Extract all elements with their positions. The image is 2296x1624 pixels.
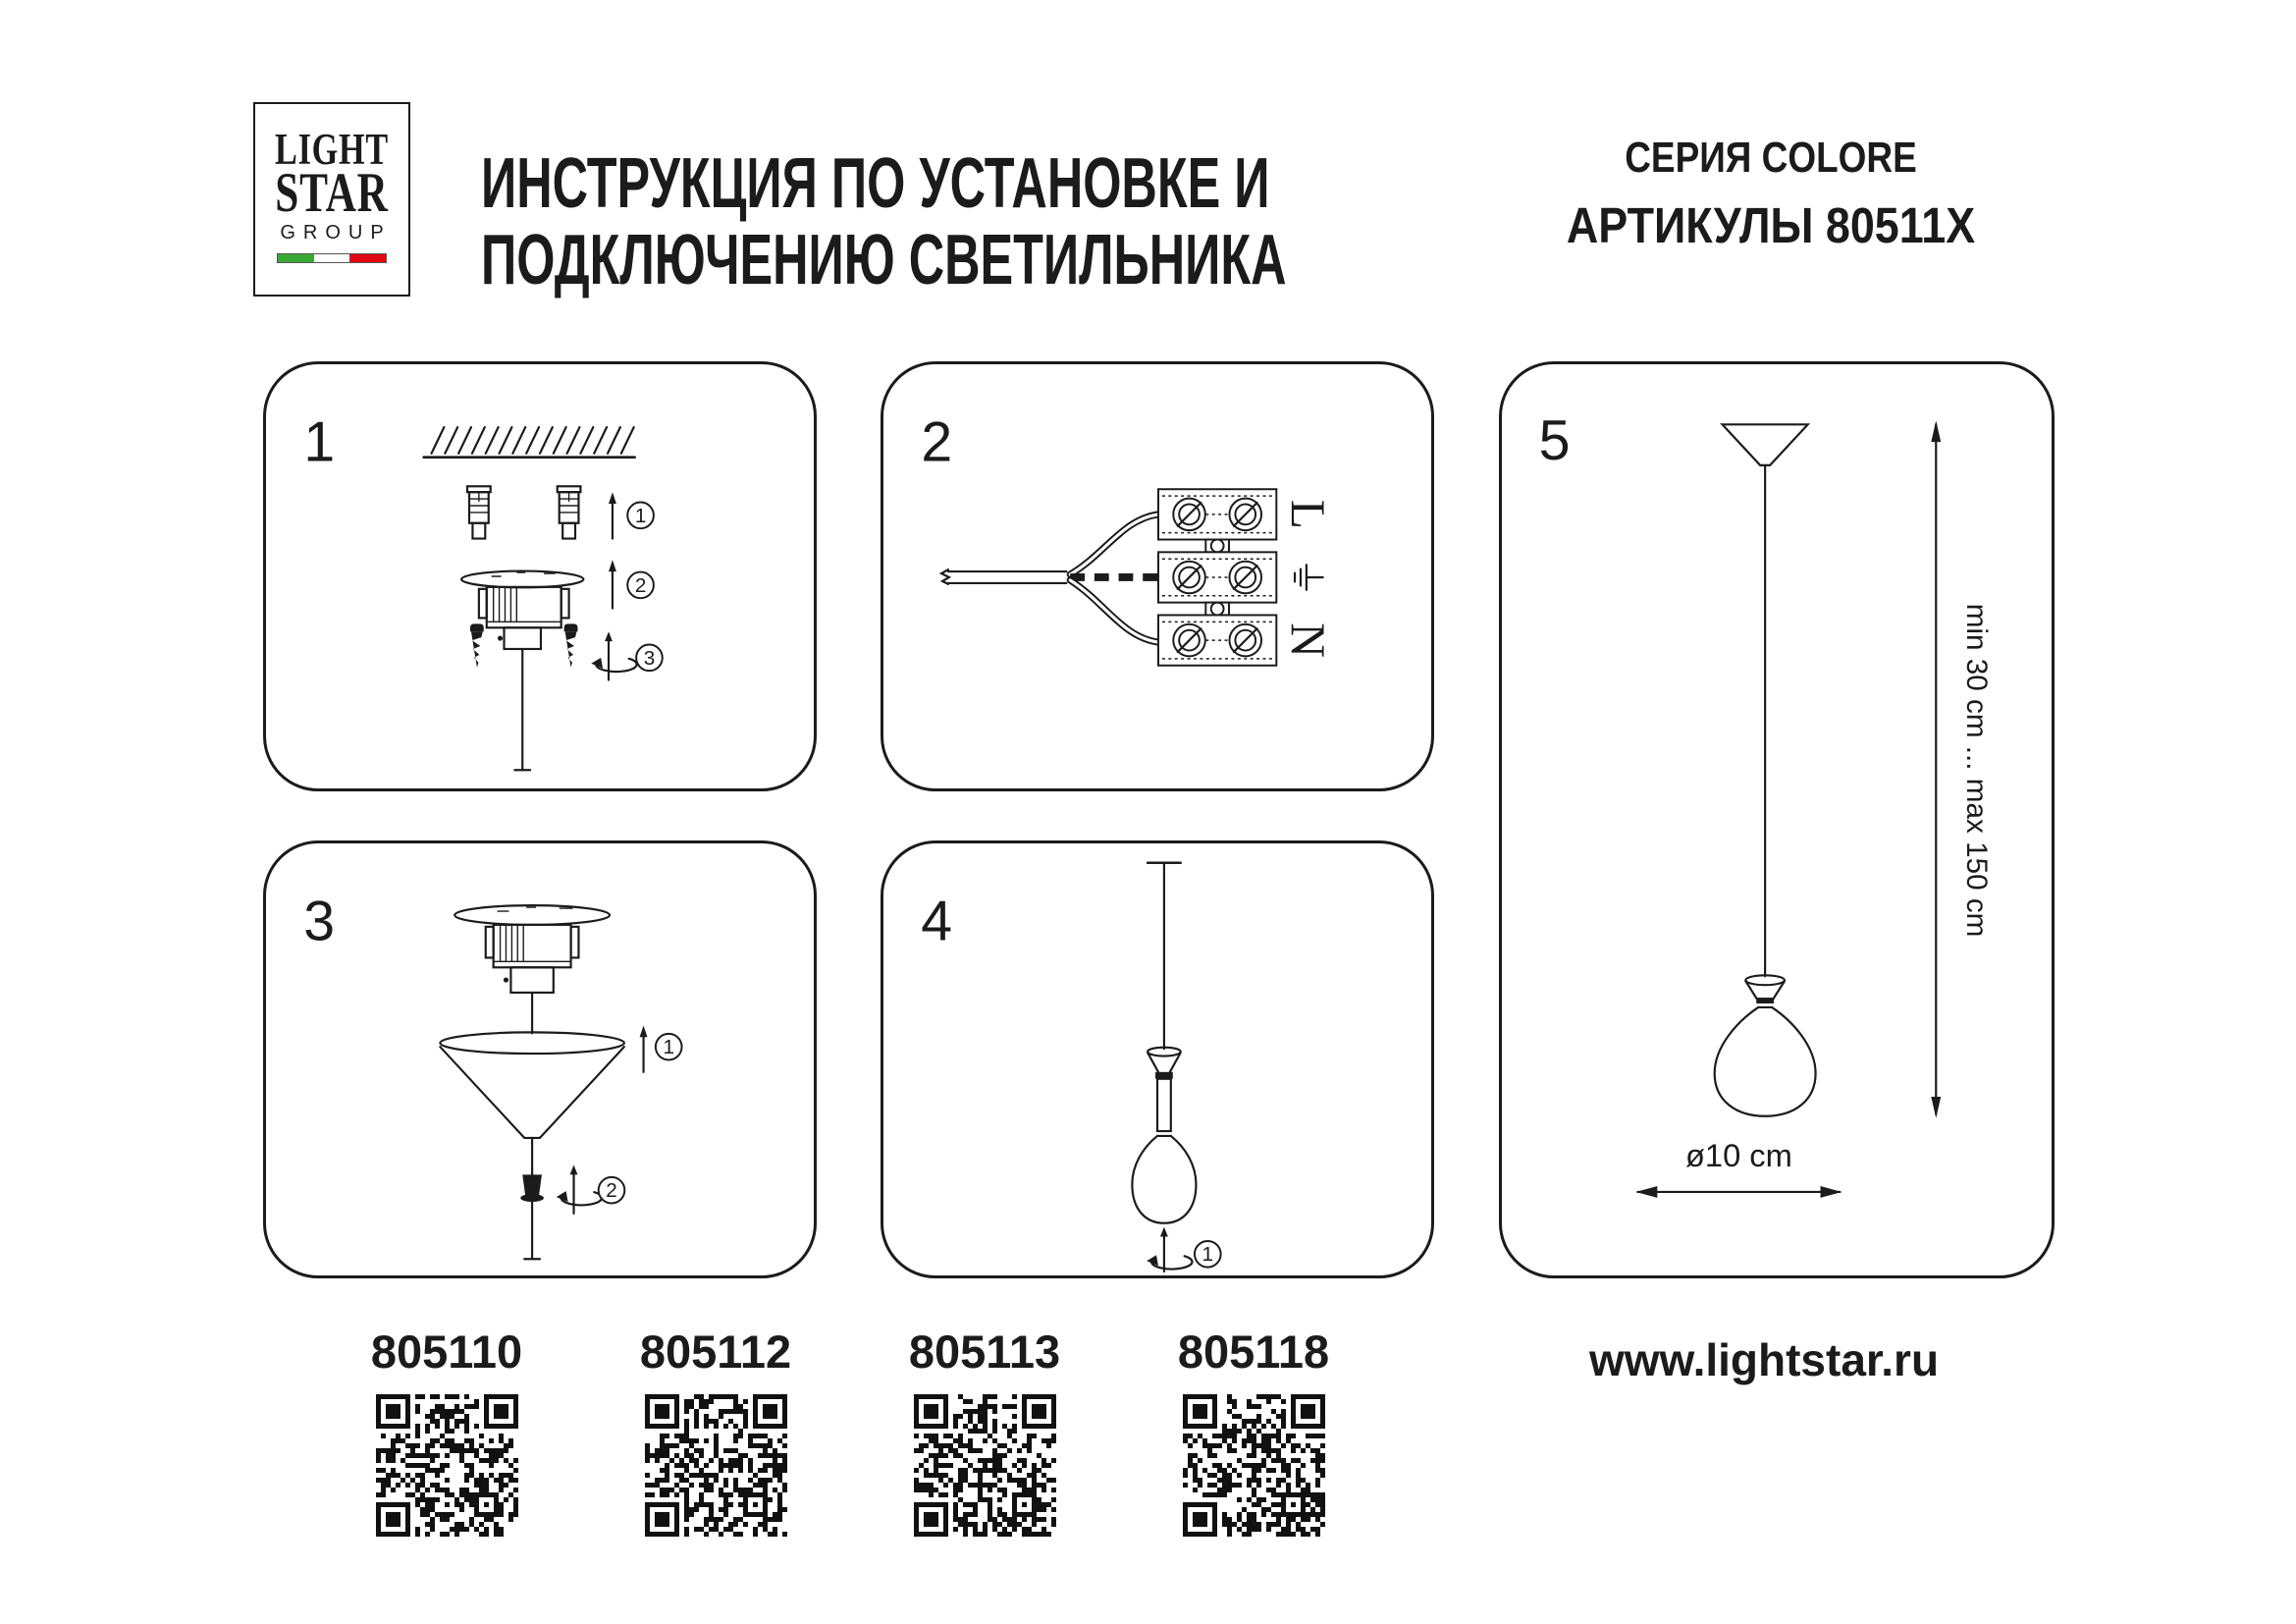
step-3-diagram (266, 843, 814, 1275)
step-4-diagram (883, 843, 1431, 1275)
svg-text:2: 2 (606, 1179, 617, 1203)
diameter-dimension-arrow (1636, 1186, 1842, 1198)
svg-text:1: 1 (1201, 1243, 1214, 1267)
canopy-drawing (461, 571, 583, 771)
step-badge-2 (599, 1177, 625, 1204)
series-name: СЕРИЯ COLORE (1625, 134, 1917, 182)
step-badge-1 (627, 503, 654, 529)
cord-grip-drawing (520, 1138, 544, 1259)
step-badge-3 (636, 645, 663, 672)
wall-plug-icon (558, 486, 581, 538)
logo-word-group: GROUP (280, 222, 392, 244)
qr-code (1183, 1394, 1325, 1537)
article-number: 805113 (908, 1326, 1061, 1378)
screw-icon (564, 623, 578, 667)
article-number: 805118 (1177, 1326, 1330, 1378)
step-3-panel (263, 840, 817, 1278)
article-column (877, 1327, 1093, 1537)
step-number: 1 (303, 410, 336, 474)
step-badge-2 (627, 572, 654, 599)
cone-shade-drawing (440, 1032, 623, 1138)
pendant-cord-drawing (1148, 863, 1181, 1131)
series-block (1525, 134, 2016, 254)
height-dimension-arrow (1931, 420, 1941, 1117)
dimension-drawing (1502, 364, 2052, 1275)
arrow-up-icon (609, 492, 616, 538)
article-number: 805110 (370, 1326, 523, 1378)
step-badge-1 (656, 1034, 682, 1060)
title-line-2: ПОДКЛЮЧЕНИЮ СВЕТИЛЬНИКА (481, 221, 1287, 299)
logo-word-light: LIGHT (275, 125, 389, 174)
step-number: 2 (921, 410, 953, 474)
step-number: 5 (1538, 408, 1571, 472)
step-number: 3 (303, 890, 336, 953)
svg-text:2: 2 (634, 573, 647, 597)
wall-plug-icon (467, 486, 491, 538)
earth-symbol-icon (1295, 565, 1323, 590)
step-2-panel (881, 361, 1434, 791)
rotate-arrow-icon (1147, 1227, 1192, 1272)
terminal-connector (1205, 540, 1229, 553)
live-label: L (1281, 499, 1336, 529)
qr-code (914, 1394, 1056, 1537)
article-column (608, 1327, 824, 1537)
qr-code (376, 1394, 518, 1537)
step-4-panel (881, 840, 1434, 1278)
article-column (1146, 1327, 1362, 1537)
mains-cable (941, 569, 1066, 584)
arrow-up-icon (609, 560, 616, 608)
ceiling-hatch (424, 427, 635, 458)
terminal-connector (1205, 603, 1229, 616)
website-url: www.lightstar.ru (1588, 1334, 1940, 1385)
canopy-drawing (454, 905, 610, 1033)
step-5-panel (1499, 361, 2055, 1278)
pendant-lamp-drawing (1715, 424, 1816, 1115)
step-1-panel (263, 361, 817, 791)
articles-heading: АРТИКУЛЫ 80511X (1566, 197, 1976, 253)
svg-text:1: 1 (634, 504, 647, 527)
rotate-arrow-icon (591, 631, 636, 679)
step-badge-1 (1195, 1241, 1221, 1268)
svg-text:1: 1 (663, 1036, 674, 1059)
neutral-label: N (1281, 623, 1336, 658)
article-column (339, 1327, 555, 1537)
terminal-row-live (1158, 489, 1276, 539)
teardrop-shade-drawing (1132, 1136, 1196, 1223)
title-line-1: ИНСТРУКЦИЯ ПО УСТАНОВКЕ И (481, 144, 1270, 223)
logo-word-star: STAR (275, 162, 389, 224)
flag-green-segment (278, 254, 314, 262)
page-title (322, 145, 1382, 298)
height-range-label: min 30 cm ... max 150 cm (1959, 603, 1993, 938)
arrow-up-icon (640, 1025, 648, 1071)
step-number: 4 (921, 890, 953, 953)
step-1-diagram (266, 364, 814, 788)
rotate-arrow-icon (557, 1165, 602, 1214)
svg-text:3: 3 (643, 646, 656, 670)
qr-code (645, 1394, 787, 1537)
terminal-row-neutral (1158, 615, 1276, 665)
article-number: 805112 (639, 1326, 792, 1378)
screw-icon (470, 623, 484, 667)
diameter-label: ø10 cm (1684, 1137, 1792, 1174)
step-2-wiring-diagram (883, 364, 1431, 788)
terminal-row-earth (1158, 552, 1276, 602)
